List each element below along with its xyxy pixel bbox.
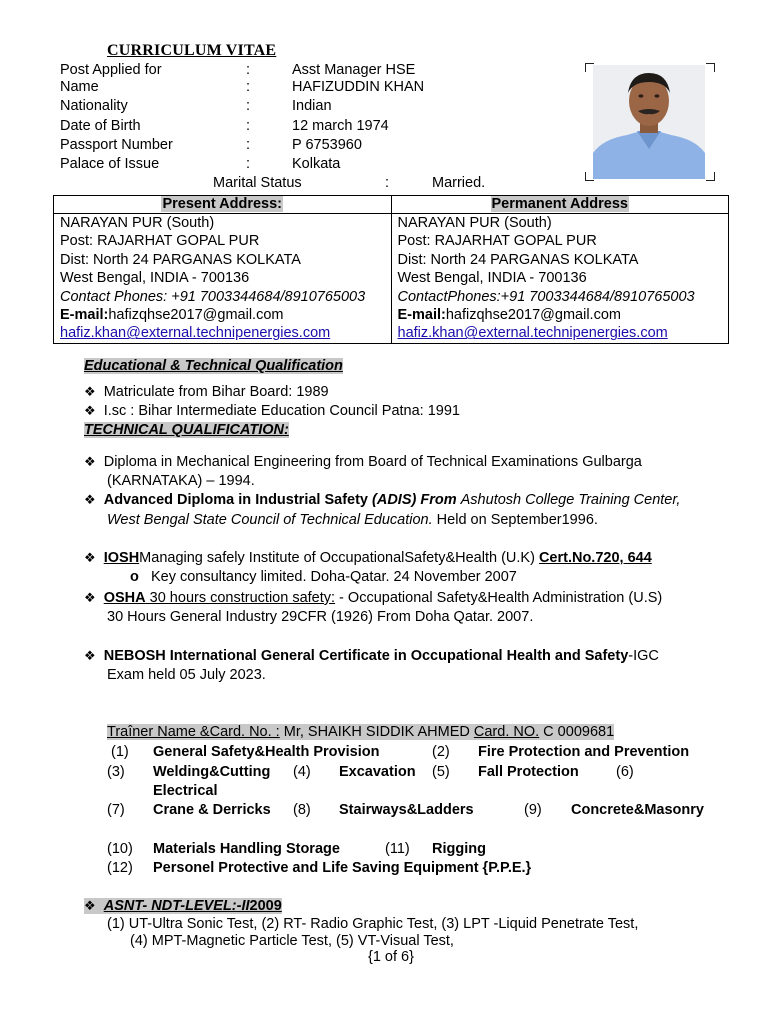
tech-item-diploma-cont: (KARNATAKA) – 1994. bbox=[107, 473, 255, 489]
tech-item-osha: ❖ OSHA 30 hours construction safety: - Occupational Safety&Health Administration (U.S) bbox=[84, 590, 663, 606]
tech-item-iosh-sub: o Key consultancy limited. Doha-Qatar. 24 November 2007 bbox=[130, 569, 517, 585]
marital-value: Married. bbox=[432, 175, 486, 191]
trainer-label: Traîner Name &Card. No. : bbox=[107, 724, 280, 740]
personal-colon: : bbox=[246, 118, 251, 134]
tech-item-osha-cont: 30 Hours General Industry 29CFR (1926) From Doha Qatar. 2007. bbox=[107, 609, 534, 625]
present-address-header: Present Address: bbox=[54, 196, 392, 214]
diamond-bullet-icon: ❖ bbox=[84, 648, 96, 663]
permanent-address-cell bbox=[391, 214, 729, 344]
personal-label: Passport Number bbox=[60, 137, 173, 153]
profile-photo-frame bbox=[585, 63, 715, 181]
email-link-line bbox=[60, 324, 385, 343]
address-line: Post: RAJARHAT GOPAL PUR bbox=[60, 233, 260, 250]
document-title: CURRICULUM VITAE bbox=[107, 42, 277, 59]
email-link[interactable]: hafiz.khan@external.technipenergies.com bbox=[397, 325, 668, 342]
permanent-address-header: Permanent Address bbox=[391, 196, 729, 214]
email-line bbox=[60, 306, 385, 324]
address-line: Dist: North 24 PARGANAS KOLKATA bbox=[60, 251, 301, 268]
course-name: Welding&Cutting bbox=[153, 764, 271, 780]
personal-value: Kolkata bbox=[292, 156, 341, 172]
personal-colon: : bbox=[246, 79, 251, 95]
marital-label: Marital Status bbox=[213, 175, 302, 191]
address-line: NARAYAN PUR (South) bbox=[397, 215, 552, 231]
personal-colon: : bbox=[246, 98, 251, 114]
email-value: hafizqhse2017@gmail.com bbox=[445, 306, 621, 323]
personal-label: Palace of Issue bbox=[60, 156, 160, 172]
personal-label: Nationality bbox=[60, 98, 128, 114]
course-number: (9) bbox=[524, 802, 542, 818]
email-link[interactable]: hafiz.khan@external.technipenergies.com bbox=[60, 325, 331, 342]
tech-item-nebosh: ❖ NEBOSH International General Certificate in Occupational Health and Safety-IGC bbox=[84, 648, 659, 664]
tech-item-adis: ❖ Advanced Diploma in Industrial Safety (ADIS) From Ashutosh College Training Center, bbox=[84, 492, 681, 508]
personal-value: HAFIZUDDIN KHAN bbox=[292, 79, 425, 95]
profile-photo bbox=[593, 65, 705, 179]
email-label: E-mail: bbox=[397, 306, 446, 323]
email-label: E-mail: bbox=[60, 306, 109, 323]
address-line: NARAYAN PUR (South) bbox=[60, 215, 215, 231]
contact-phones: Contact Phones: +91 7003344684/8910765003 bbox=[60, 288, 366, 305]
personal-row-dob bbox=[60, 118, 580, 137]
email-value: hafizqhse2017@gmail.com bbox=[108, 306, 284, 323]
course-number: (6) bbox=[616, 764, 634, 780]
personal-colon: : bbox=[246, 137, 251, 153]
asnt-line: (1) UT-Ultra Sonic Test, (2) RT- Radio Graphic Test, (3) LPT -Liquid Penetrate Test, bbox=[107, 916, 639, 932]
diamond-bullet-icon: ❖ bbox=[84, 550, 96, 565]
card-label: Card. NO. bbox=[473, 724, 540, 740]
course-number: (5) bbox=[432, 764, 450, 780]
course-name: Concrete&Masonry bbox=[571, 802, 704, 818]
asnt-heading: ❖ ASNT- NDT-LEVEL:-II2009 bbox=[84, 898, 282, 914]
diamond-bullet-icon: ❖ bbox=[84, 403, 96, 418]
page-number: {1 of 6} bbox=[368, 949, 414, 965]
course-number: (8) bbox=[293, 802, 311, 818]
course-name: Materials Handling Storage bbox=[153, 841, 340, 857]
course-number: (2) bbox=[432, 744, 450, 760]
tech-heading: TECHNICAL QUALIFICATION: bbox=[84, 422, 289, 438]
personal-row-passport bbox=[60, 137, 580, 156]
diamond-bullet-icon: ❖ bbox=[84, 898, 96, 913]
email-link-line bbox=[398, 324, 723, 343]
course-number: (1) bbox=[111, 744, 129, 760]
address-line: Dist: North 24 PARGANAS KOLKATA bbox=[397, 251, 639, 268]
edu-heading: Educational & Technical Qualification bbox=[84, 358, 343, 374]
course-name: Fall Protection bbox=[478, 764, 579, 780]
course-number: (3) bbox=[107, 764, 125, 780]
personal-label: Post Applied for bbox=[60, 62, 162, 78]
tech-item-adis-cont: West Bengal State Council of Technical Education. Held on September1996. bbox=[107, 512, 598, 528]
tech-item-diploma: ❖ Diploma in Mechanical Engineering from Board of Technical Examinations Gulbarga bbox=[84, 454, 642, 470]
personal-label: Name bbox=[60, 79, 99, 95]
personal-label: Date of Birth bbox=[60, 118, 141, 134]
personal-row-nationality bbox=[60, 98, 580, 117]
personal-value: 12 march 1974 bbox=[292, 118, 389, 134]
course-number: (4) bbox=[293, 764, 311, 780]
course-name: Electrical bbox=[153, 783, 218, 799]
personal-colon: : bbox=[246, 62, 251, 78]
present-address-cell bbox=[54, 214, 392, 344]
course-number: (12) bbox=[107, 860, 133, 876]
contact-phones: ContactPhones:+91 7003344684/8910765003 bbox=[397, 288, 695, 305]
personal-value: P 6753960 bbox=[292, 137, 362, 153]
asnt-line: (4) MPT-Magnetic Particle Test, (5) VT-Visual Test, bbox=[130, 933, 454, 949]
circle-bullet-icon: o bbox=[130, 569, 139, 585]
tech-item-iosh: ❖ IOSHManaging safely Institute of OccupationalSafety&Health (U.K) Cert.No.720, 644 bbox=[84, 550, 652, 566]
address-line: West Bengal, INDIA - 700136 bbox=[60, 270, 250, 287]
diamond-bullet-icon: ❖ bbox=[84, 384, 96, 399]
course-name: Excavation bbox=[339, 764, 416, 780]
personal-row-name bbox=[60, 79, 580, 98]
course-name: Crane & Derricks bbox=[153, 802, 271, 818]
edu-item: ❖ I.sc : Bihar Intermediate Education Council Patna: 1991 bbox=[84, 403, 460, 419]
personal-value: Asst Manager HSE bbox=[292, 62, 416, 78]
address-line: Post: RAJARHAT GOPAL PUR bbox=[397, 233, 597, 250]
course-name: Fire Protection and Prevention bbox=[478, 744, 690, 760]
address-line: West Bengal, INDIA - 700136 bbox=[397, 270, 587, 287]
course-name: Rigging bbox=[432, 841, 486, 857]
course-number: (7) bbox=[107, 802, 125, 818]
personal-value: Indian bbox=[292, 98, 332, 114]
diamond-bullet-icon: ❖ bbox=[84, 590, 96, 605]
course-name: General Safety&Health Provision bbox=[153, 744, 380, 760]
card-number: C 0009681 bbox=[539, 724, 615, 740]
edu-item: ❖ Matriculate from Bihar Board: 1989 bbox=[84, 384, 329, 400]
trainer-name: Mr, SHAIKH SIDDIK AHMED bbox=[279, 724, 474, 740]
marital-colon: : bbox=[385, 175, 390, 191]
course-name: Personel Protective and Life Saving Equipment {P.P.E.} bbox=[153, 860, 532, 876]
email-line bbox=[398, 306, 723, 324]
trainer-line bbox=[107, 724, 614, 740]
tech-item-nebosh-cont: Exam held 05 July 2023. bbox=[107, 667, 266, 683]
course-name: Stairways&Ladders bbox=[339, 802, 474, 818]
course-number: (11) bbox=[385, 841, 410, 857]
address-table bbox=[53, 195, 729, 344]
course-number: (10) bbox=[107, 841, 133, 857]
personal-row-issue-place bbox=[60, 156, 580, 175]
personal-colon: : bbox=[246, 156, 251, 172]
diamond-bullet-icon: ❖ bbox=[84, 492, 96, 507]
diamond-bullet-icon: ❖ bbox=[84, 454, 96, 469]
